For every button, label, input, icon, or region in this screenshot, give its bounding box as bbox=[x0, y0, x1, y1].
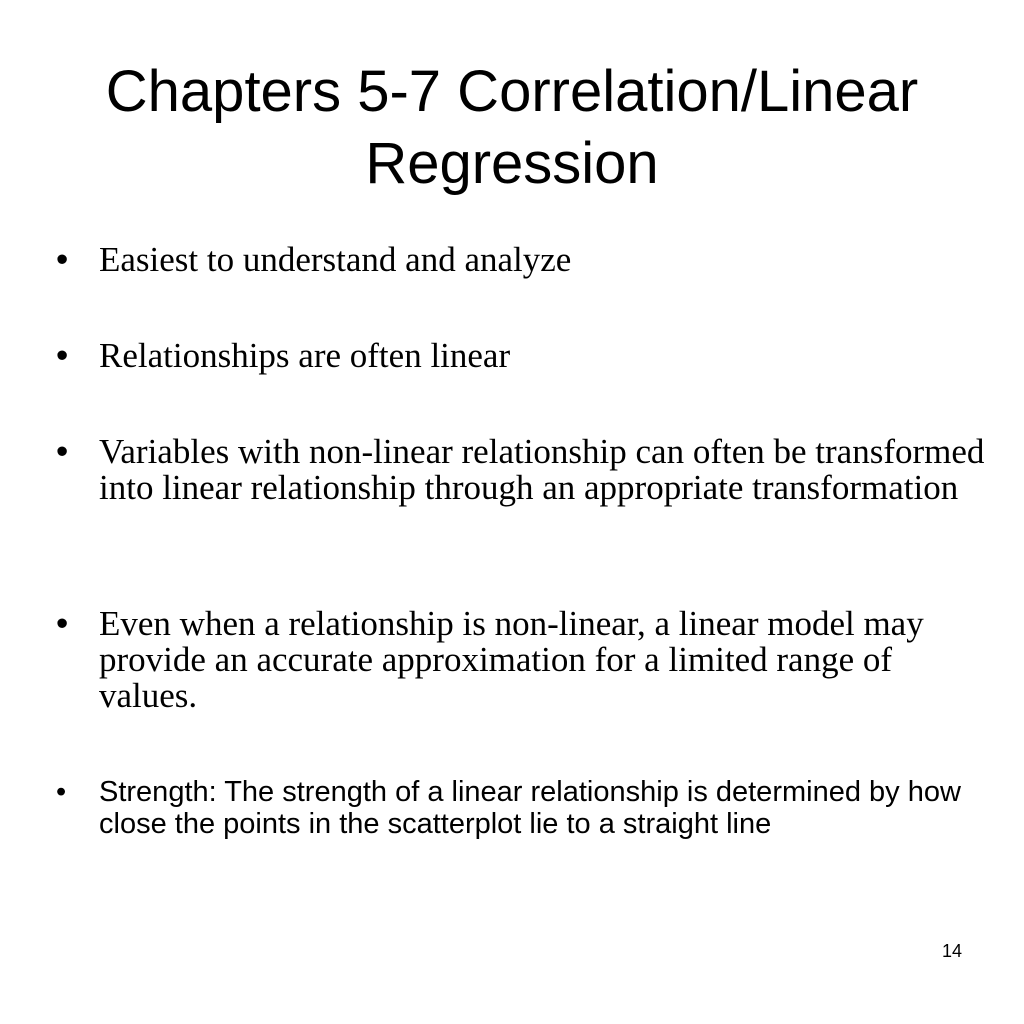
bullet-dot-icon: • bbox=[56, 336, 69, 375]
bullet-text: Easiest to understand and analyze bbox=[99, 240, 572, 279]
bullet-dot-icon: • bbox=[56, 432, 69, 471]
bullet-item bbox=[56, 338, 986, 374]
slide-title: Chapters 5-7 Correlation/Linear Regression bbox=[105, 59, 919, 196]
bullet-item bbox=[56, 776, 986, 840]
bullet-text: Relationships are often linear bbox=[99, 336, 511, 375]
bullet-text: Even when a relationship is non-linear, a linear model may provide an accurate approximation for a limited range of values. bbox=[99, 604, 924, 715]
bullet-item bbox=[56, 434, 986, 506]
bullet-text: Strength: The strength of a linear relationship is determined by how close the points in the scatterplot lie to a straight line bbox=[99, 776, 961, 840]
page-number: 14 bbox=[941, 941, 962, 961]
bullet-item bbox=[56, 606, 986, 714]
bullet-dot-icon: • bbox=[56, 604, 69, 643]
bullet-dot-icon: • bbox=[56, 776, 67, 808]
bullet-dot-icon: • bbox=[56, 240, 69, 279]
bullet-text: Variables with non-linear relationship can often be transformed into linear relationship through an appropriate transformation bbox=[99, 432, 985, 507]
bullet-item bbox=[56, 242, 986, 278]
